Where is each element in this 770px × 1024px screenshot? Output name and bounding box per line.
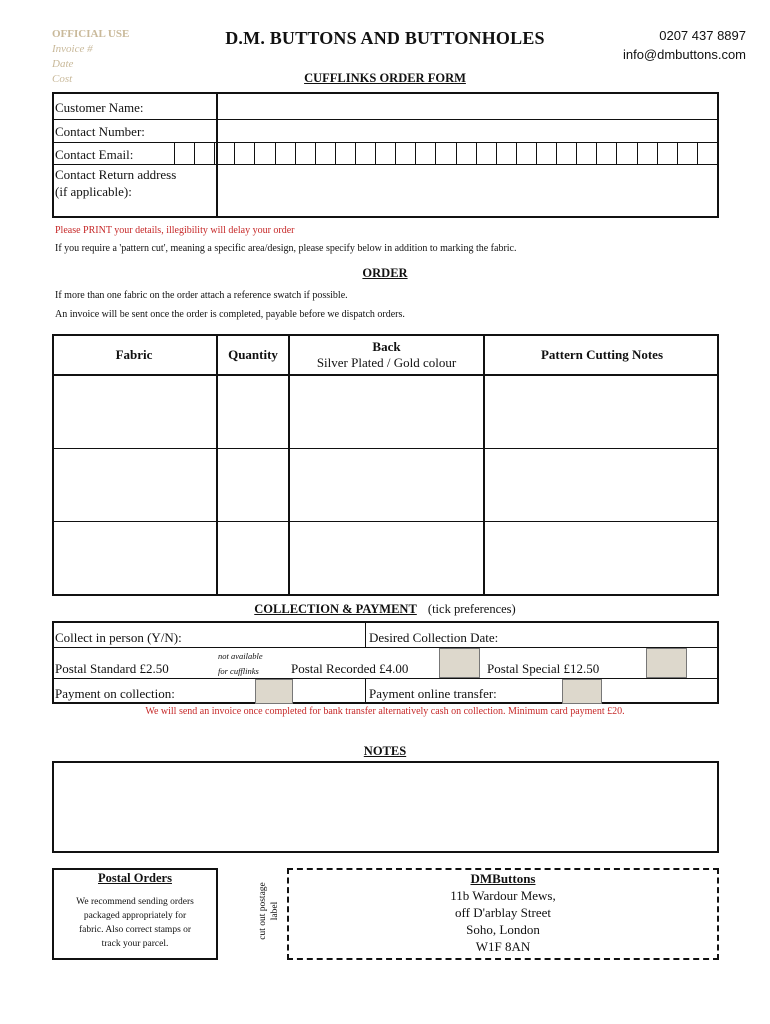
payment-online-checkbox[interactable] [562,679,602,704]
cutout-line2: label [270,901,280,921]
divider [52,647,719,648]
address-line4: W1F 8AN [475,939,531,954]
return-address-label-line2: (if applicable): [55,184,132,199]
order-cell[interactable] [290,376,483,448]
comb-tick [275,143,276,164]
pattern-cut-note: If you require a 'pattern cut', meaning a specific area/design, please specify below in addition to marking the fabric. [55,243,517,254]
comb-tick [315,143,316,164]
comb-tick [234,143,235,164]
collection-heading: COLLECTION & PAYMENT [254,602,417,616]
comb-tick [375,143,376,164]
return-address-input[interactable] [218,165,717,216]
postal-recorded-label: Postal Recorded £4.00 [291,661,409,676]
return-address-label-line1: Contact Return address [55,167,177,182]
desired-date-label: Desired Collection Date: [369,630,499,645]
collect-in-person-input[interactable] [200,623,363,647]
comb-tick [395,143,396,164]
payment-online-label: Payment online transfer: [369,686,497,701]
notes-heading: NOTES [363,744,407,758]
comb-tick [596,143,597,164]
contact-number-label: Contact Number: [55,124,145,139]
comb-tick [415,143,416,164]
comb-tick [657,143,658,164]
comb-tick [194,143,195,164]
contact-email-input[interactable] [174,143,717,164]
order-cell[interactable] [485,449,717,521]
not-available-line1: not available [218,651,263,661]
invoice-note: An invoice will be sent once the order is completed, payable before we dispatch orders. [55,309,405,320]
order-cell[interactable] [218,376,288,448]
phone-number: 0207 437 8897 [659,28,746,43]
order-cell[interactable] [290,522,483,594]
address-line1: 11b Wardour Mews, [450,888,556,903]
payment-invoice-note: We will send an invoice once completed for bank transfer alternatively cash on collection. Minimum card payment £20. [145,706,625,717]
comb-tick [335,143,336,164]
customer-name-input[interactable] [218,94,717,119]
comb-tick [556,143,557,164]
form-title: CUFFLINKS ORDER FORM [304,71,466,85]
postal-standard-label: Postal Standard £2.50 [55,661,169,676]
comb-tick [355,143,356,164]
col-back-header-line2: Silver Plated / Gold colour [316,355,457,370]
collection-heading-row [0,602,770,617]
notes-textarea[interactable] [52,761,719,853]
comb-tick [677,143,678,164]
order-cell[interactable] [290,449,483,521]
contact-email-label: Contact Email: [55,147,134,162]
not-available-line2: for cufflinks [218,666,259,676]
comb-tick [214,143,215,164]
email-address: info@dmbuttons.com [622,47,746,62]
address-line3: Soho, London [466,922,540,937]
comb-tick [536,143,537,164]
order-heading: ORDER [362,266,408,280]
comb-tick [476,143,477,164]
comb-tick [254,143,255,164]
payment-collection-label: Payment on collection: [55,686,175,701]
address-line2: off D'arblay Street [455,905,551,920]
desired-date-input[interactable] [520,623,717,647]
divider [52,678,719,679]
comb-tick [717,143,718,164]
postal-special-label: Postal Special £12.50 [487,661,600,676]
divider [365,679,366,704]
divider [365,621,366,647]
official-invoice: Invoice # [52,43,93,55]
contact-block [623,26,746,64]
order-cell[interactable] [218,522,288,594]
postal-orders-line1: We recommend sending orders [76,897,194,907]
order-cell[interactable] [54,449,216,521]
customer-name-label: Customer Name: [55,100,144,115]
order-cell[interactable] [485,376,717,448]
address-name: DMButtons [470,871,536,886]
postal-special-checkbox[interactable] [646,648,687,678]
order-cell[interactable] [485,522,717,594]
postal-orders-heading: Postal Orders [98,871,172,885]
comb-tick [295,143,296,164]
postal-recorded-checkbox[interactable] [439,648,480,678]
swatch-note: If more than one fabric on the order attach a reference swatch if possible. [55,290,348,301]
return-address-label [55,166,176,200]
page-title: D.M. BUTTONS AND BUTTONHOLES [225,28,545,48]
official-date: Date [52,58,74,70]
comb-tick [435,143,436,164]
address-block [287,870,719,955]
postal-orders-line3: fabric. Also correct stamps or [78,925,192,935]
payment-collection-checkbox[interactable] [255,679,293,704]
postal-orders-line4: track your parcel. [101,939,169,949]
official-cost: Cost [52,73,73,85]
contact-number-input[interactable] [218,120,717,142]
order-cell[interactable] [218,449,288,521]
comb-tick [697,143,698,164]
comb-tick [174,143,175,164]
comb-tick [496,143,497,164]
comb-tick [616,143,617,164]
cutout-line1: cut out postage [258,882,268,940]
order-cell[interactable] [54,522,216,594]
order-cell[interactable] [54,376,216,448]
official-use-heading: OFFICIAL USE [52,28,130,40]
not-available-note [218,649,263,679]
comb-tick [516,143,517,164]
col-fabric-header: Fabric [115,347,153,362]
comb-tick [576,143,577,164]
col-notes-header: Pattern Cutting Notes [540,347,664,362]
collect-in-person-label: Collect in person (Y/N): [55,630,182,645]
postal-orders-line2: packaged appropriately for [83,911,187,921]
tick-preferences: (tick preferences) [427,602,516,616]
col-back-header-line1: Back [372,339,401,354]
col-quantity-header: Quantity [228,347,278,362]
print-warning: Please PRINT your details, illegibility will delay your order [55,225,295,236]
comb-tick [456,143,457,164]
col-back-header [290,339,483,371]
postal-orders-text [52,895,218,951]
comb-tick [637,143,638,164]
